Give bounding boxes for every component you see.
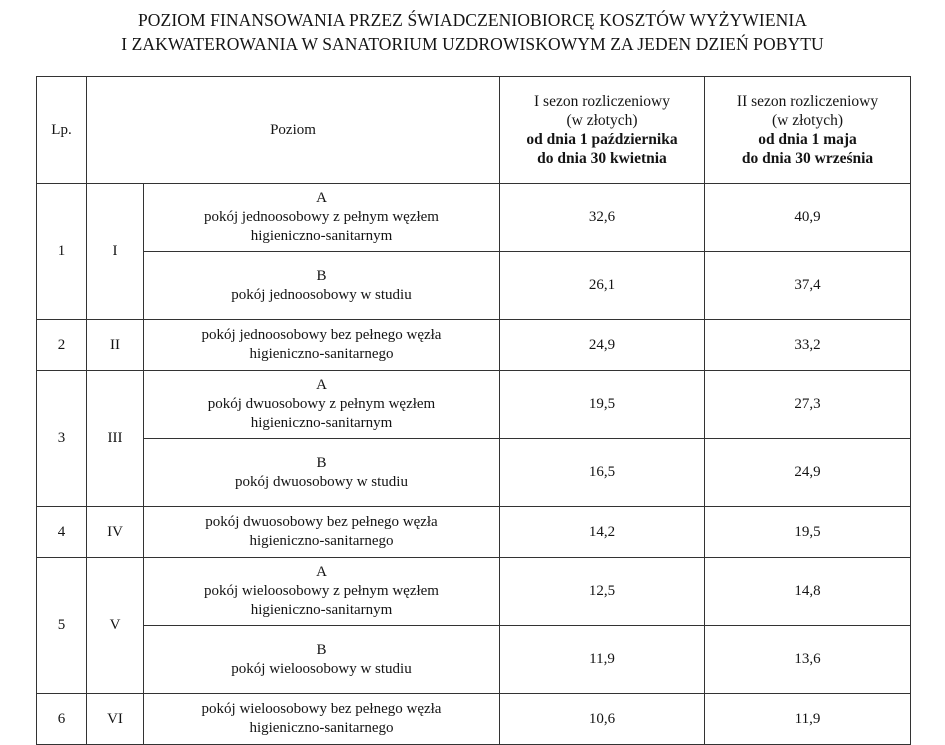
column-header-poziom: Poziom bbox=[87, 77, 500, 184]
cell-season-2-price: 13,6 bbox=[705, 626, 911, 694]
column-header-lp: Lp. bbox=[37, 77, 87, 184]
page-title-line-1: POZIOM FINANSOWANIA PRZEZ ŚWIADCZENIOBIORCĘ KOSZTÓW WYŻYWIENIA bbox=[137, 10, 808, 30]
cell-level: II bbox=[87, 320, 144, 371]
cell-description bbox=[144, 184, 500, 252]
season-1-line-4: do dnia 30 kwietnia bbox=[537, 150, 667, 167]
table-row bbox=[37, 507, 911, 558]
table-row bbox=[37, 320, 911, 371]
description-line: higieniczno-sanitarnym bbox=[250, 602, 393, 618]
cell-description bbox=[144, 252, 500, 320]
season-1-line-1: I sezon rozliczeniowy bbox=[534, 93, 670, 110]
cell-season-1-price: 24,9 bbox=[500, 320, 705, 371]
cell-description bbox=[144, 507, 500, 558]
description-line: pokój wieloosobowy bez pełnego węzła bbox=[201, 701, 442, 717]
cell-lp: 2 bbox=[37, 320, 87, 371]
cell-season-1-price: 10,6 bbox=[500, 694, 705, 745]
cell-lp: 1 bbox=[37, 184, 87, 320]
table-row bbox=[37, 694, 911, 745]
column-header-season-1 bbox=[500, 77, 705, 184]
variant-letter: A bbox=[316, 564, 327, 580]
cell-season-2-price: 11,9 bbox=[705, 694, 911, 745]
variant-letter: A bbox=[316, 190, 327, 206]
variant-letter: B bbox=[316, 267, 327, 284]
description-line: higieniczno-sanitarnego bbox=[249, 533, 394, 549]
page-title bbox=[0, 8, 945, 56]
cell-description bbox=[144, 694, 500, 745]
cell-lp: 3 bbox=[37, 371, 87, 507]
table-row bbox=[37, 252, 911, 320]
cell-level: I bbox=[87, 184, 144, 320]
table-row bbox=[37, 558, 911, 626]
cell-season-2-price: 27,3 bbox=[705, 371, 911, 439]
page-title-line-2: I ZAKWATEROWANIA W SANATORIUM UZDROWISKOWYM ZA JEDEN DZIEŃ POBYTU bbox=[121, 34, 824, 54]
table-row bbox=[37, 184, 911, 252]
column-header-season-2 bbox=[705, 77, 911, 184]
table-row bbox=[37, 439, 911, 507]
season-2-line-3: od dnia 1 maja bbox=[758, 131, 857, 148]
cell-lp: 6 bbox=[37, 694, 87, 745]
description-line: higieniczno-sanitarnego bbox=[249, 720, 394, 736]
table-header bbox=[37, 77, 911, 184]
season-2-line-2: (w złotych) bbox=[771, 112, 843, 129]
season-1-line-2: (w złotych) bbox=[566, 112, 638, 129]
cell-season-2-price: 14,8 bbox=[705, 558, 911, 626]
cell-season-1-price: 32,6 bbox=[500, 184, 705, 252]
cell-lp: 4 bbox=[37, 507, 87, 558]
cell-season-1-price: 26,1 bbox=[500, 252, 705, 320]
cell-season-2-price: 19,5 bbox=[705, 507, 911, 558]
cell-season-1-price: 12,5 bbox=[500, 558, 705, 626]
cell-level: III bbox=[87, 371, 144, 507]
cell-season-1-price: 11,9 bbox=[500, 626, 705, 694]
description-line: higieniczno-sanitarnym bbox=[250, 228, 393, 244]
rates-table-container bbox=[36, 76, 910, 745]
cell-season-1-price: 19,5 bbox=[500, 371, 705, 439]
description-line: pokój wieloosobowy w studiu bbox=[231, 660, 412, 677]
description-line: pokój jednoosobowy z pełnym węzłem bbox=[204, 209, 439, 225]
description-line: higieniczno-sanitarnym bbox=[250, 415, 393, 431]
description-line: pokój jednoosobowy bez pełnego węzła bbox=[201, 327, 442, 343]
cell-level: V bbox=[87, 558, 144, 694]
variant-letter: A bbox=[316, 377, 327, 393]
cell-description bbox=[144, 558, 500, 626]
cell-season-2-price: 37,4 bbox=[705, 252, 911, 320]
cell-description bbox=[144, 439, 500, 507]
description-line: higieniczno-sanitarnego bbox=[249, 346, 394, 362]
variant-letter: B bbox=[316, 641, 327, 658]
description-line: pokój wieloosobowy z pełnym węzłem bbox=[204, 583, 439, 599]
cell-season-1-price: 14,2 bbox=[500, 507, 705, 558]
cell-description bbox=[144, 320, 500, 371]
cell-description bbox=[144, 371, 500, 439]
header-row bbox=[37, 77, 911, 184]
description-line: pokój dwuosobowy bez pełnego węzła bbox=[205, 514, 438, 530]
cell-level: VI bbox=[87, 694, 144, 745]
table-row bbox=[37, 371, 911, 439]
description-line: pokój dwuosobowy w studiu bbox=[235, 473, 408, 490]
cell-season-2-price: 33,2 bbox=[705, 320, 911, 371]
cell-season-2-price: 24,9 bbox=[705, 439, 911, 507]
description-line: pokój dwuosobowy z pełnym węzłem bbox=[207, 396, 436, 412]
cell-level: IV bbox=[87, 507, 144, 558]
cell-description bbox=[144, 626, 500, 694]
cell-season-2-price: 40,9 bbox=[705, 184, 911, 252]
rates-table bbox=[36, 76, 911, 745]
table-body bbox=[37, 184, 911, 745]
cell-lp: 5 bbox=[37, 558, 87, 694]
description-line: pokój jednoosobowy w studiu bbox=[231, 286, 412, 303]
season-2-line-1: II sezon rozliczeniowy bbox=[736, 93, 879, 110]
season-1-line-3: od dnia 1 października bbox=[526, 131, 678, 148]
cell-season-1-price: 16,5 bbox=[500, 439, 705, 507]
season-2-line-4: do dnia 30 września bbox=[741, 150, 874, 167]
table-row bbox=[37, 626, 911, 694]
variant-letter: B bbox=[316, 454, 327, 471]
